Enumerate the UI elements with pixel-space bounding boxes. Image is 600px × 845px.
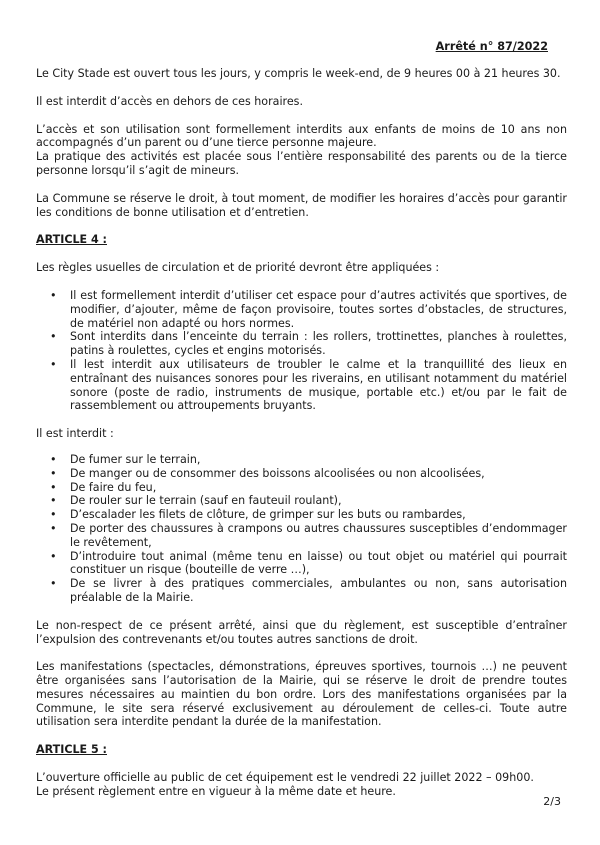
list-item: • D’escalader les filets de clôture, de grimper sur les buts ou rambardes, (36, 508, 567, 522)
article-4-heading: ARTICLE 4 : (36, 233, 107, 247)
decree-reference: Arrêté n° 87/2022 (435, 40, 548, 53)
forbidden-list (36, 453, 567, 605)
list-item: • Il lest interdit aux utilisateurs de troubler le calme et la tranquillité des lieux en entraînant des nuisances sonores pour les riverains, en utilisant notamment du matériel sonore (poste de radio, instruments de musique, portable etc.) et/ou par le fait de rassemblement ou attroupements bruyants. (36, 358, 567, 413)
list-item: • Il est formellement interdit d’utiliser cet espace pour d’autres activités que sportives, de modifier, d’ajouter, même de façon provisoire, toutes sortes d’obstacles, de structures, de matériel non adapté ou hors normes. (36, 289, 567, 330)
article-5-heading: ARTICLE 5 : (36, 743, 107, 757)
effective-date-paragraph: Le présent règlement entre en vigueur à la même date et heure. (36, 784, 396, 798)
minors-access-paragraph: L’accès et son utilisation sont formellement interdits aux enfants de moins de 10 ans non accompagnés d’un parent ou d’une tierce personne majeure. (36, 122, 567, 150)
article-4-intro: Les règles usuelles de circulation et de priorité devront être appliquées : (36, 261, 440, 275)
list-item: • Sont interdits dans l’enceinte du terrain : les rollers, trottinettes, planches à roulettes, patins à roulettes, cycles et engins motorisés. (36, 330, 567, 358)
list-item: • De manger ou de consommer des boissons alcoolisées ou non alcoolisées, (36, 467, 567, 481)
list-item: • De faire du feu, (36, 481, 567, 495)
list-item: • De fumer sur le terrain, (36, 453, 567, 467)
page-number: 2/3 (543, 795, 561, 808)
official-opening-paragraph: L’ouverture officielle au public de cet équipement est le vendredi 22 juillet 2022 – 09h00. (36, 771, 534, 785)
list-item: • De se livrer à des pratiques commerciales, ambulantes ou non, sans autorisation préalable de la Mairie. (36, 577, 567, 605)
list-item: • D’introduire tout animal (même tenu en laisse) ou tout objet ou matériel qui pourrait constituer un risque (bouteille de verre …), (36, 550, 567, 578)
commune-rights-paragraph: La Commune se réserve le droit, à tout moment, de modifier les horaires d’accès pour garantir les conditions de bonne utilisation et d’entretien. (36, 191, 567, 219)
access-hours-paragraph: Il est interdit d’accès en dehors de ces horaires. (36, 94, 303, 108)
document-body (36, 67, 567, 799)
responsibility-paragraph: La pratique des activités est placée sous l’entière responsabilité des parents ou de la tierce personne lorsqu’il s’agit de mineurs. (36, 150, 567, 177)
list-item: • De porter des chaussures à crampons ou autres chaussures susceptibles d’endommager le revêtement, (36, 522, 567, 550)
opening-hours-paragraph: Le City Stade est ouvert tous les jours, y compris le week-end, de 9 heures 00 à 21 heures 30. (36, 67, 561, 80)
forbidden-intro: Il est interdit : (36, 427, 114, 441)
rules-list (36, 289, 567, 413)
sanctions-paragraph: Le non-respect de ce présent arrêté, ainsi que du règlement, est susceptible d’entraîner l’expulsion des contrevenants et/ou toutes autres sanctions de droit. (36, 618, 567, 646)
list-item: • De rouler sur le terrain (sauf en fauteuil roulant), (36, 494, 567, 508)
events-paragraph: Les manifestations (spectacles, démonstrations, épreuves sportives, tournois …) ne peuvent être organisées sans l’autorisation de la Mairie, qui se réserve le droit de prendre toutes mesures nécessaires au maintien du bon ordre. Lors des manifestations organisées par la Commune, le site sera réservé exclusivement au déroulement de celles-ci. Toute autre utilisation sera interdite pendant la durée de la manifestation. (36, 660, 567, 729)
